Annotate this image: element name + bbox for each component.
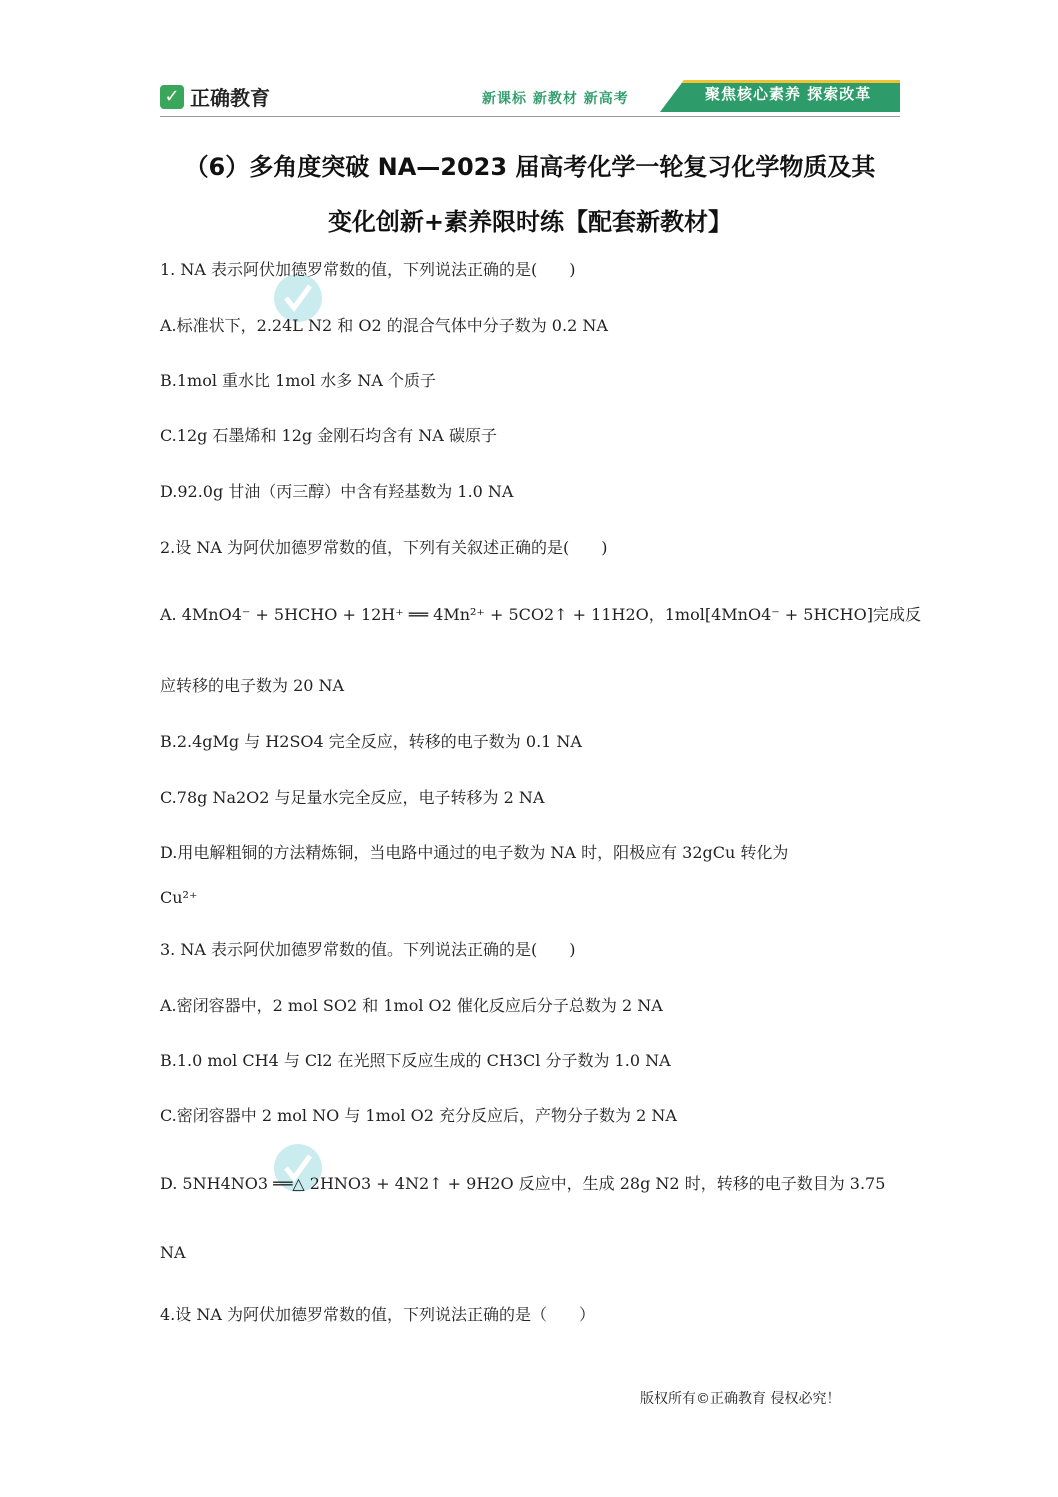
header-divider xyxy=(160,116,900,117)
banner-text: 聚焦核心素养 探索改革 xyxy=(705,85,872,103)
question-3-option-a: A.密闭容器中，2 mol SO2 和 1mol O2 催化反应后分子总数为 2 NA xyxy=(160,996,663,1015)
question-3-option-b: B.1.0 mol CH4 与 Cl2 在光照下反应生成的 CH3Cl 分子数为 1.0 NA xyxy=(160,1051,671,1070)
brand-name: 正确教育 xyxy=(190,86,270,110)
question-3-option-d: D. 5NH4NO3 ══△ 2HNO3 + 4N2↑ + 9H2O 反应中，生成 28g N2 时，转移的电子数目为 3.75 xyxy=(160,1174,886,1193)
copyright-footer: 版权所有©正确教育 侵权必究！ xyxy=(640,1391,841,1407)
question-3-option-c: C.密闭容器中 2 mol NO 与 1mol O2 充分反应后，产物分子数为 2 NA xyxy=(160,1106,677,1125)
document-title xyxy=(160,140,900,250)
checkmark-icon: ✓ xyxy=(160,85,184,109)
question-2-option-c: C.78g Na2O2 与足量水完全反应，电子转移为 2 NA xyxy=(160,788,545,807)
question-2-option-a-cont: 应转移的电子数为 20 NA xyxy=(160,676,345,695)
question-1-option-c: C.12g 石墨烯和 12g 金刚石均含有 NA 碳原子 xyxy=(160,426,497,445)
question-1-stem: 1. NA 表示阿伏加德罗常数的值，下列说法正确的是( ) xyxy=(160,260,576,279)
title-line-2: 变化创新+素养限时练【配套新教材】 xyxy=(327,208,733,236)
question-1-option-a: A.标准状下，2.24L N2 和 O2 的混合气体中分子数为 0.2 NA xyxy=(160,316,608,335)
question-1-option-b: B.1mol 重水比 1mol 水多 NA 个质子 xyxy=(160,371,437,390)
title-line-1: （6）多角度突破 NA—2023 届高考化学一轮复习化学物质及其 xyxy=(184,153,876,181)
brand-logo xyxy=(160,82,270,111)
question-4-stem: 4.设 NA 为阿伏加德罗常数的值，下列说法正确的是（ ） xyxy=(160,1305,595,1324)
question-2-option-b: B.2.4gMg 与 H2SO4 完全反应，转移的电子数为 0.1 NA xyxy=(160,732,582,751)
question-3-stem: 3. NA 表示阿伏加德罗常数的值。下列说法正确的是( ) xyxy=(160,940,576,959)
question-2-option-a: A. 4MnO4⁻ + 5HCHO + 12H⁺ ══ 4Mn²⁺ + 5CO2↑ + 11H2O，1mol[4MnO4⁻ + 5HCHO]完成反 xyxy=(160,605,921,624)
header-tags: 新课标 新教材 新高考 xyxy=(482,91,629,107)
question-2-stem: 2.设 NA 为阿伏加德罗常数的值，下列有关叙述正确的是( ) xyxy=(160,538,608,557)
question-2-option-d-cont: Cu²⁺ xyxy=(160,888,198,907)
question-1-option-d: D.92.0g 甘油（丙三醇）中含有羟基数为 1.0 NA xyxy=(160,482,514,501)
question-2-option-d: D.用电解粗铜的方法精炼铜，当电路中通过的电子数为 NA 时，阳极应有 32gCu 转化为 xyxy=(160,843,789,862)
page-header xyxy=(160,78,900,118)
question-3-option-d-cont: NA xyxy=(160,1243,186,1262)
